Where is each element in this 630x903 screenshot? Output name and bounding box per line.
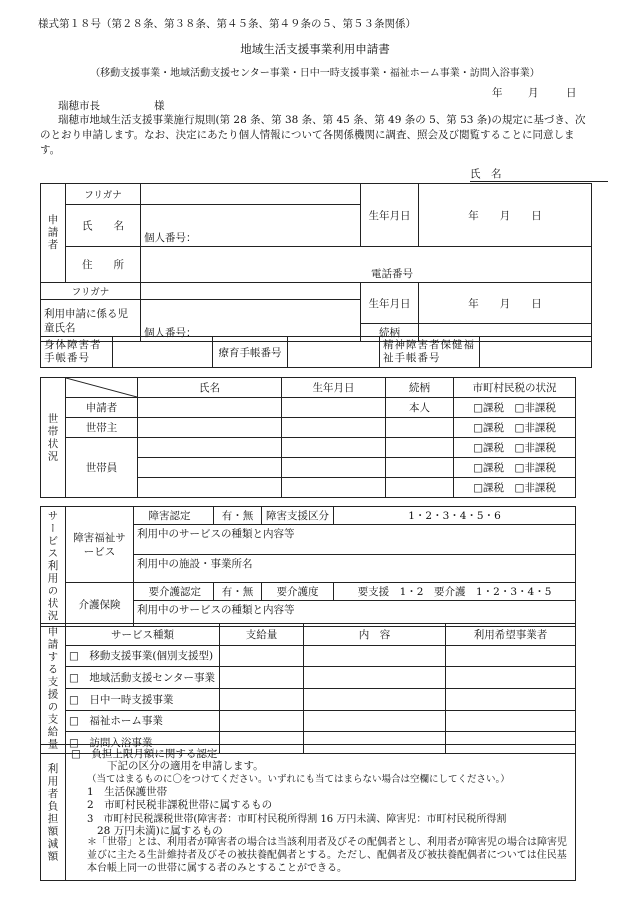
burden-checkbox[interactable]: □ 負担上限月額に関する認定 <box>71 748 218 760</box>
household-member-tax[interactable]: □課税 □非課税 <box>454 458 576 478</box>
address-label: 住 所 <box>66 247 141 283</box>
personal-number-label: 個人番号： <box>144 232 197 244</box>
furigana-label: フリガナ <box>66 184 141 205</box>
apply-header-provider: 利用希望事業者 <box>446 624 576 646</box>
ryoiku-handbook-label: 療育手帳番号 <box>213 337 288 368</box>
physical-handbook-field[interactable] <box>113 337 213 368</box>
burden-content <box>66 745 576 881</box>
household-applicant-tax[interactable]: □課税 □非課税 <box>454 398 576 418</box>
household-applicant-birth[interactable] <box>282 398 386 418</box>
burden-item-1: 1 生活保護世帯 <box>87 786 168 798</box>
mental-handbook-field[interactable] <box>480 337 592 368</box>
care-level-label: 要介護度 <box>262 583 334 601</box>
household-head-birth[interactable] <box>282 418 386 438</box>
care-cert-label: 要介護認定 <box>146 583 214 601</box>
service-content-field[interactable] <box>304 645 446 667</box>
service-checkbox-welfare-home[interactable]: □ 福祉ホーム事業 <box>66 710 220 732</box>
care-level-values[interactable]: 要支援 1・2 要介護 1・2・3・4・5 <box>334 583 576 601</box>
phone-label: 電話番号 <box>371 268 413 280</box>
disability-cert-label: 障害認定 <box>146 507 214 525</box>
child-furigana-label: フリガナ <box>41 283 141 300</box>
burden-note: （当てはまるものに〇をつけてください。いずれにも当てはまらない場合は空欄にしてください。） <box>87 774 510 785</box>
care-cert-yes-no[interactable]: 有・無 <box>214 583 262 601</box>
disability-cert-yes-no[interactable]: 有・無 <box>214 507 262 525</box>
signature-label: 氏 名 <box>470 168 502 180</box>
apply-header-service: サービス種類 <box>66 624 220 646</box>
service-checkbox-mobility[interactable]: □ 移動支援事業(個別支援型) <box>66 645 220 667</box>
service-checkbox-bathing[interactable]: □ 訪問入浴事業 <box>66 732 220 754</box>
household-member-birth[interactable] <box>282 478 386 498</box>
address-field[interactable] <box>141 247 592 283</box>
service-status-table <box>40 506 576 627</box>
furigana-field[interactable] <box>141 184 361 205</box>
household-member-relation[interactable] <box>386 478 454 498</box>
household-member-name[interactable] <box>138 458 282 478</box>
service-amount-field[interactable] <box>220 667 304 689</box>
apply-header-amount: 支給量 <box>220 624 304 646</box>
child-personal-number-label: 個人番号： <box>144 327 197 339</box>
burden-table <box>40 744 576 881</box>
burden-section-label: 利用者負担額減額 <box>41 745 66 881</box>
household-member-birth[interactable] <box>282 458 386 478</box>
form-subtitle: （移動支援事業・地域活動支援センター事業・日中一時支援事業・福祉ホーム事業・訪問入浴事業） <box>90 68 540 79</box>
service-content-field[interactable] <box>304 688 446 710</box>
handbook-table <box>40 336 592 368</box>
service-checkbox-day-support[interactable]: □ 日中一時支援事業 <box>66 688 220 710</box>
household-header-birth: 生年月日 <box>282 378 386 398</box>
addressee: 瑞穂市長 <box>58 100 100 112</box>
date-year: 年 <box>492 87 503 99</box>
household-member-label: 世帯員 <box>66 438 138 498</box>
burden-item-3b: 28 万円未満)に属するもの <box>97 825 223 837</box>
care-services-label: 利用中のサービスの種類と内容等 <box>137 604 295 616</box>
household-header-name: 氏名 <box>138 378 282 398</box>
name-label: 氏 名 <box>66 205 141 247</box>
burden-item-2: 2 市町村民税非課税世帯に属するもの <box>87 799 273 811</box>
service-provider-field[interactable] <box>446 667 576 689</box>
household-applicant-name[interactable] <box>138 398 282 418</box>
household-header-relation: 続柄 <box>386 378 454 398</box>
service-provider-field[interactable] <box>446 688 576 710</box>
signature-line <box>470 181 608 182</box>
intro-text: 瑞穂市地域生活支援事業施行規則(第 28 条、第 38 条、第 45 条、第 49 条の 5、第 53 条)の規定に基づき、次のとおり申請します。なお、決定にあたり個人情報について各関係機関に調査、照会及び閲覧することに同意します。 <box>40 114 586 156</box>
child-furigana-field[interactable] <box>141 283 361 300</box>
ryoiku-handbook-field[interactable] <box>288 337 380 368</box>
facility-name-field[interactable] <box>134 555 576 583</box>
household-member-relation[interactable] <box>386 438 454 458</box>
child-name-label: 利用申請に係る児童氏名 <box>41 300 141 342</box>
relation-label: 続柄 <box>361 324 419 342</box>
care-insurance-label: 介護保険 <box>66 583 134 627</box>
household-head-tax[interactable]: □課税 □非課税 <box>454 418 576 438</box>
household-member-name[interactable] <box>138 438 282 458</box>
household-member-relation[interactable] <box>386 458 454 478</box>
household-member-tax[interactable]: □課税 □非課税 <box>454 478 576 498</box>
burden-item-3a: 3 市町村民税課税世帯(障害者：市町村民税所得割 16 万円未満、障害児：市町村民税所得割 <box>87 814 507 825</box>
support-class-label: 障害支援区分 <box>262 507 334 525</box>
mental-handbook-label: 精神障害者保健福祉手帳番号 <box>380 337 480 368</box>
household-section-label: 世帯状況 <box>41 378 66 498</box>
services-in-use-label: 利用中のサービスの種類と内容等 <box>137 528 295 540</box>
household-head-label: 世帯主 <box>66 418 138 438</box>
care-services-field[interactable] <box>134 601 576 619</box>
applicant-section-label: 申請者 <box>41 184 66 283</box>
household-member-tax[interactable]: □課税 □非課税 <box>454 438 576 458</box>
applicant-table <box>40 183 592 342</box>
services-in-use-field[interactable] <box>134 525 576 555</box>
facility-name-label: 利用中の施設・事業所名 <box>137 558 253 570</box>
service-content-field[interactable] <box>304 667 446 689</box>
apply-header-content: 内 容 <box>304 624 446 646</box>
birth-field[interactable]: 年 月 日 <box>419 184 592 247</box>
service-content-field[interactable] <box>304 710 446 732</box>
household-head-name[interactable] <box>138 418 282 438</box>
service-provider-field[interactable] <box>446 710 576 732</box>
service-amount-field[interactable] <box>220 710 304 732</box>
service-checkbox-activity-center[interactable]: □ 地域活動支援センター事業 <box>66 667 220 689</box>
physical-handbook-label: 身体障害者手帳番号 <box>41 337 113 368</box>
household-head-relation[interactable] <box>386 418 454 438</box>
household-applicant-label: 申請者 <box>66 398 138 418</box>
household-member-name[interactable] <box>138 478 282 498</box>
service-provider-field[interactable] <box>446 645 576 667</box>
burden-footnote: ＊「世帯」とは、利用者が障害者の場合は当該利用者及びその配偶者とし、利用者が障害児の場合は障害児並びに主たる生計維持者及びその被扶養配偶者とする。ただし、配偶者及び被扶養配偶者については住民基本台帳上同一の世帯に属する者のみとすることができる。 <box>87 837 567 874</box>
service-amount-field[interactable] <box>220 688 304 710</box>
support-class-values[interactable]: 1・2・3・4・5・6 <box>334 507 576 525</box>
apply-support-section-label: 申請する支援の支給量 <box>41 624 66 754</box>
apply-support-table <box>40 623 576 754</box>
burden-line2: 下記の区分の適用を申請します。 <box>107 760 264 772</box>
household-member-birth[interactable] <box>282 438 386 458</box>
birth-label: 生年月日 <box>361 184 419 247</box>
service-status-section-label: サービス利用の状況 <box>41 507 66 627</box>
form-number: 様式第１８号（第２８条、第３８条、第４５条、第４９条の５、第５３条関係） <box>38 18 416 30</box>
service-amount-field[interactable] <box>220 645 304 667</box>
household-header-tax: 市町村民税の状況 <box>454 378 576 398</box>
date-month: 月 <box>528 87 539 99</box>
child-birth-field[interactable]: 年 月 日 <box>419 283 592 324</box>
household-applicant-relation: 本人 <box>386 398 454 418</box>
date-day: 日 <box>566 87 577 99</box>
addressee-suffix: 様 <box>154 100 165 112</box>
household-table <box>40 377 576 498</box>
name-field[interactable] <box>141 205 361 247</box>
form-title: 地域生活支援事業利用申請書 <box>240 42 390 56</box>
child-birth-label: 生年月日 <box>361 283 419 324</box>
welfare-service-label: 障害福祉サービス <box>66 507 134 583</box>
household-corner-cell <box>66 378 138 398</box>
